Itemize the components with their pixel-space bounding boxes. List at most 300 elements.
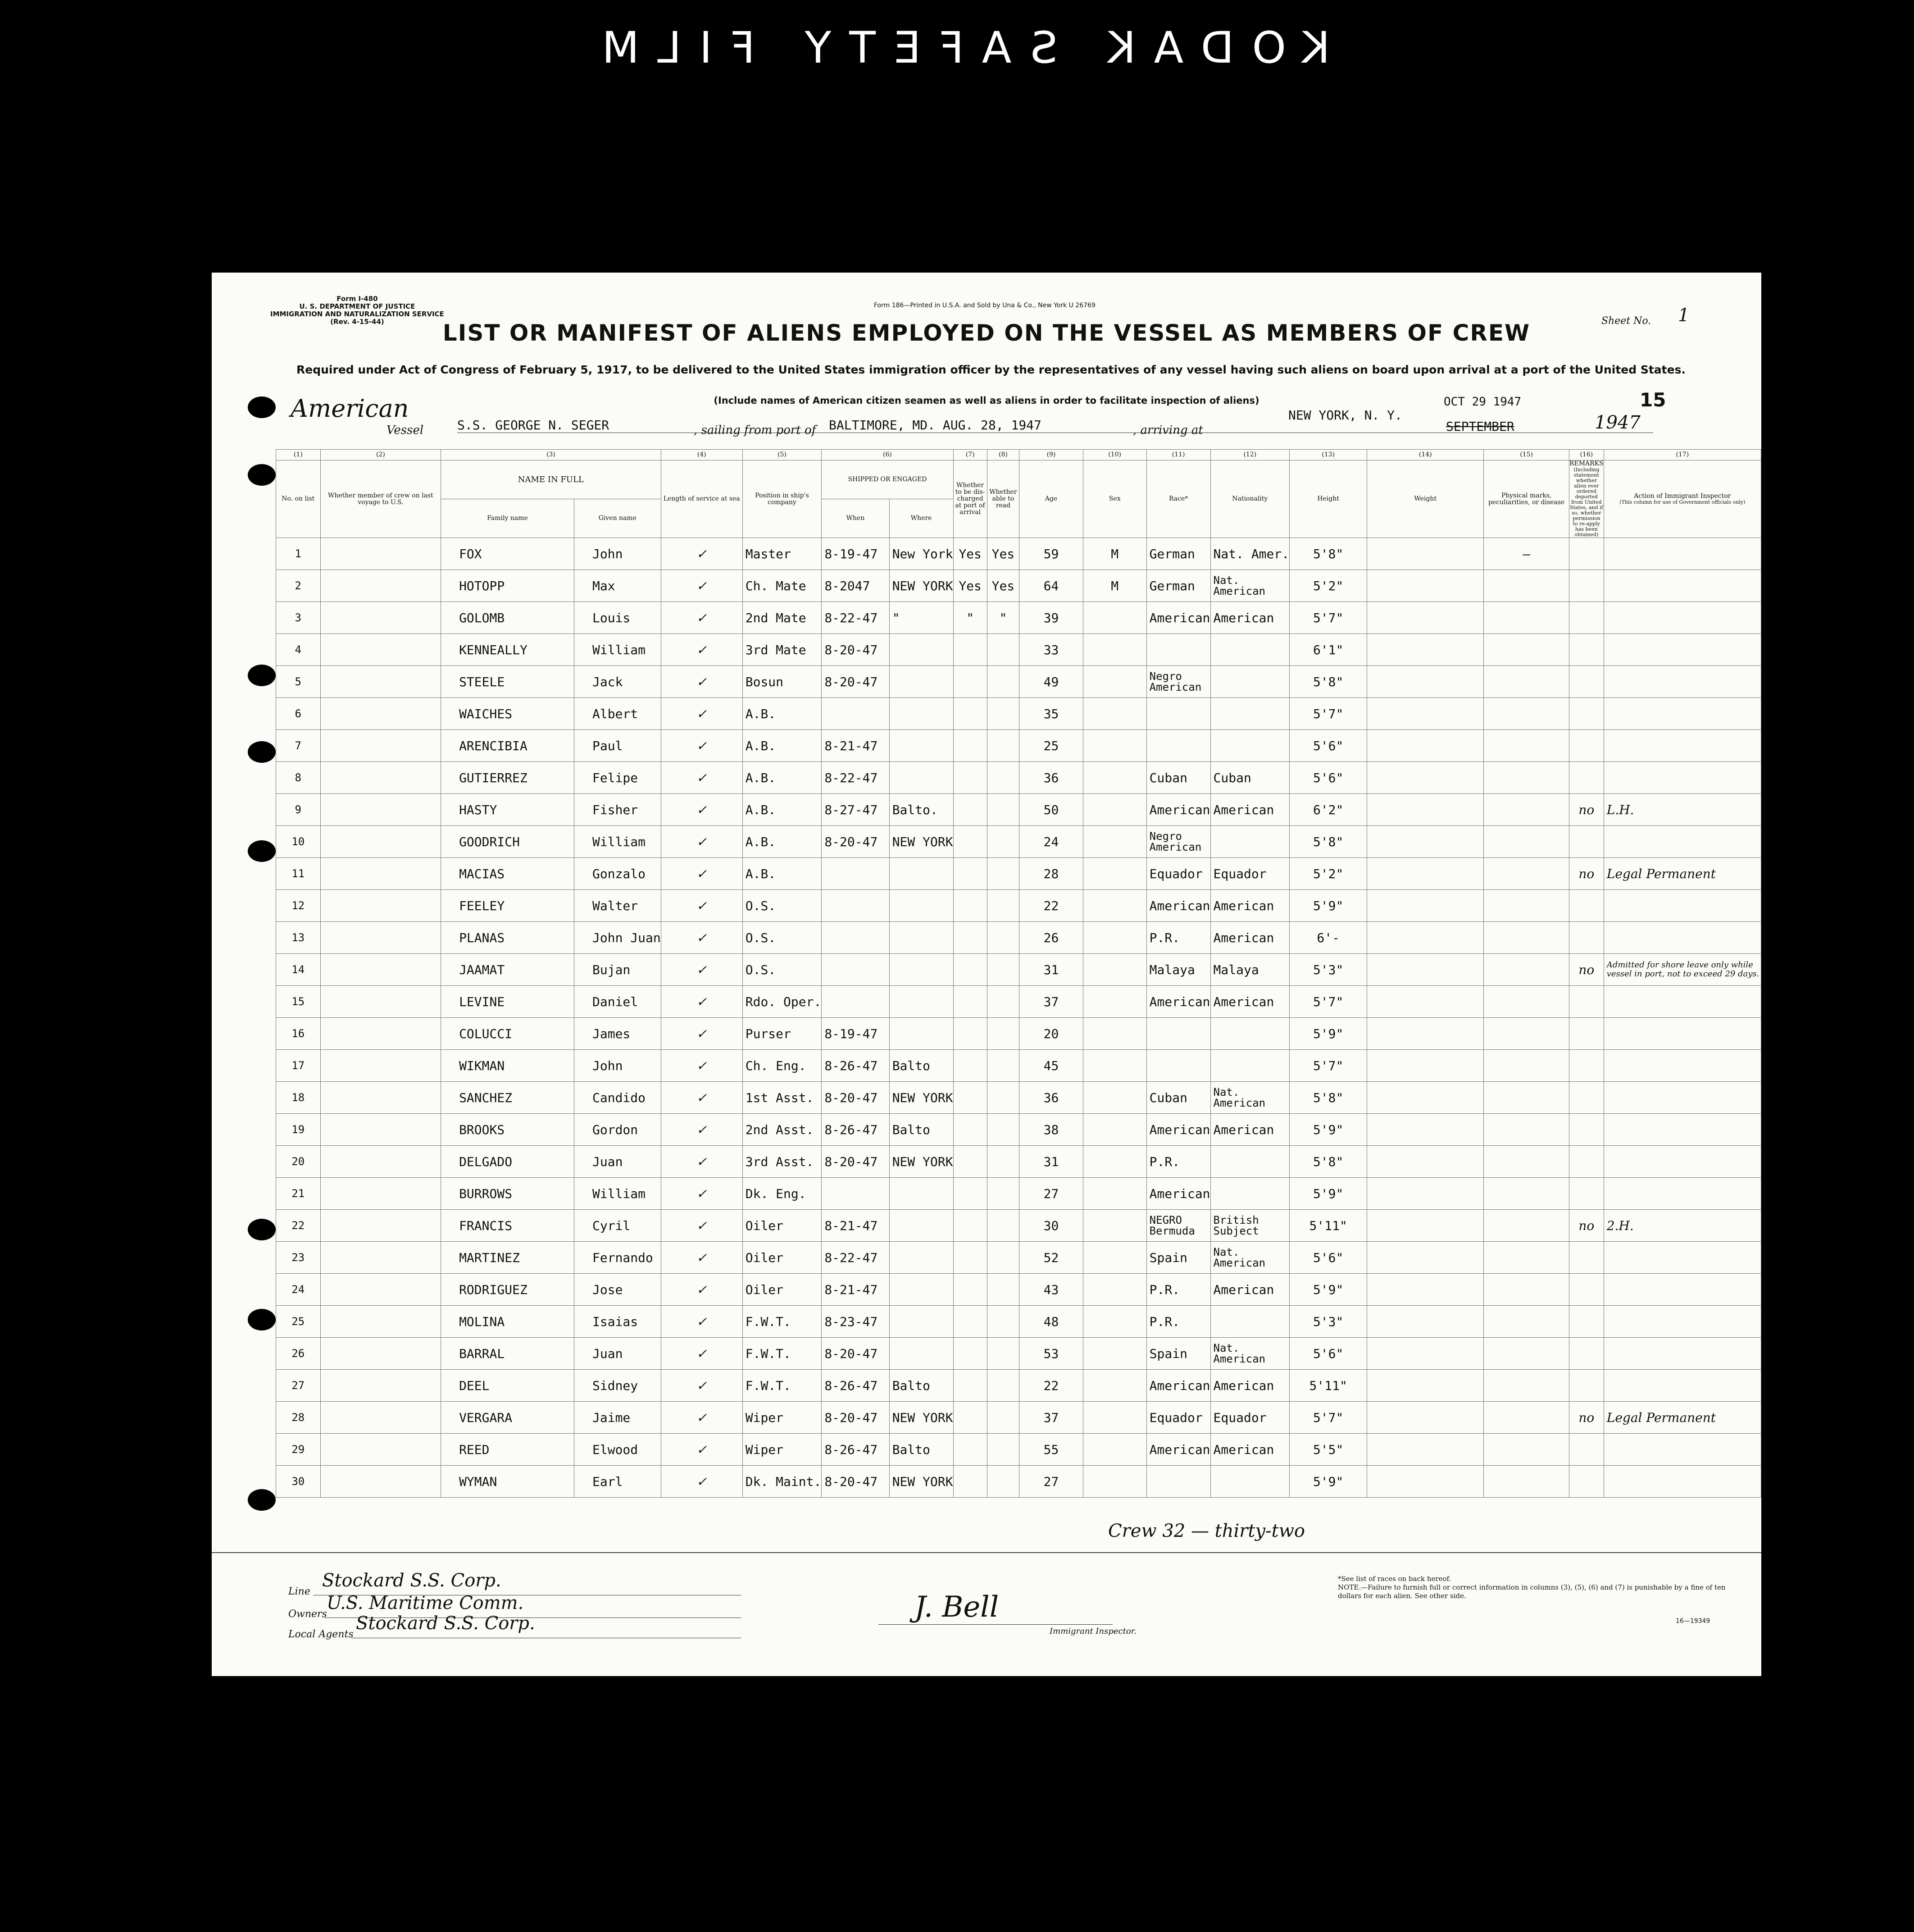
previous-voyage-cell [320, 1434, 441, 1466]
able-to-read: Yes [987, 538, 1019, 570]
col-number: (9) [1019, 450, 1083, 460]
previous-voyage-cell [320, 890, 441, 922]
able-to-read [987, 1210, 1019, 1242]
height: 5'11" [1290, 1370, 1367, 1402]
nationality [1210, 666, 1290, 698]
arriving-label: , arriving at [1133, 424, 1203, 437]
row-number: 5 [276, 666, 320, 698]
agents-value: Stockard S.S. Corp. [356, 1613, 535, 1634]
inspector-action [1604, 634, 1761, 666]
sex [1083, 1114, 1146, 1146]
weight-cell [1367, 762, 1484, 794]
shipped-when: 8-19-47 [822, 1018, 889, 1050]
form-code: 16—19349 [1676, 1618, 1710, 1625]
given-name: Juan [574, 1338, 661, 1370]
given-name: Juan [574, 1146, 661, 1178]
shipped-when [822, 922, 889, 954]
shipped-when [822, 954, 889, 986]
header-given-name: Given name [574, 499, 661, 538]
nationality [1210, 1146, 1290, 1178]
discharged [953, 1306, 987, 1338]
agents-label: Local Agents [288, 1629, 354, 1640]
family-name: BARRAL [441, 1338, 574, 1370]
physical-marks [1484, 762, 1569, 794]
discharged [953, 1370, 987, 1402]
sex [1083, 1146, 1146, 1178]
previous-voyage-cell [320, 1274, 441, 1306]
able-to-read [987, 1274, 1019, 1306]
owners-value: U.S. Maritime Comm. [327, 1593, 524, 1613]
height: 5'6" [1290, 1242, 1367, 1274]
age: 27 [1019, 1466, 1083, 1498]
race: Negro American [1146, 666, 1210, 698]
given-name: Elwood [574, 1434, 661, 1466]
position: Dk. Eng. [742, 1178, 822, 1210]
discharged [953, 1242, 987, 1274]
table-row [216, 1082, 1761, 1114]
able-to-read [987, 1114, 1019, 1146]
physical-marks [1484, 1178, 1569, 1210]
race: American [1146, 1434, 1210, 1466]
row-margin [216, 666, 276, 698]
discharged [953, 1274, 987, 1306]
footer-notes [1338, 1575, 1743, 1600]
shipped-where: NEW YORK [889, 1146, 953, 1178]
service-check: ✓ [661, 602, 742, 634]
row-margin [216, 634, 276, 666]
previous-voyage-cell [320, 1370, 441, 1402]
given-name: Daniel [574, 986, 661, 1018]
row-number: 28 [276, 1402, 320, 1434]
family-name: COLUCCI [441, 1018, 574, 1050]
nationality: Equador [1210, 858, 1290, 890]
family-name: WIKMAN [441, 1050, 574, 1082]
service-check: ✓ [661, 1274, 742, 1306]
service-name: IMMIGRATION AND NATURALIZATION SERVICE [270, 310, 444, 318]
position: Wiper [742, 1402, 822, 1434]
previous-voyage-cell [320, 954, 441, 986]
sheet-number-label: Sheet No. [1601, 315, 1651, 327]
position: F.W.T. [742, 1306, 822, 1338]
given-name: William [574, 1178, 661, 1210]
row-margin [216, 1402, 276, 1434]
age: 22 [1019, 1370, 1083, 1402]
inspector-action: 2.H. [1604, 1210, 1761, 1242]
shipped-where: Balto [889, 1050, 953, 1082]
previous-voyage-cell [320, 826, 441, 858]
height: 5'2" [1290, 570, 1367, 602]
family-name: FRANCIS [441, 1210, 574, 1242]
age: 64 [1019, 570, 1083, 602]
age: 22 [1019, 890, 1083, 922]
service-check: ✓ [661, 794, 742, 826]
nationality [1210, 634, 1290, 666]
crew-table-body [216, 538, 1761, 1498]
row-number: 24 [276, 1274, 320, 1306]
service-check: ✓ [661, 1178, 742, 1210]
age: 59 [1019, 538, 1083, 570]
remarks: no [1569, 1402, 1604, 1434]
sex [1083, 762, 1146, 794]
weight-cell [1367, 602, 1484, 634]
row-margin [216, 986, 276, 1018]
physical-marks [1484, 794, 1569, 826]
shipped-where: Balto. [889, 794, 953, 826]
table-row [216, 986, 1761, 1018]
inspector-action [1604, 538, 1761, 570]
service-check: ✓ [661, 1466, 742, 1498]
physical-marks [1484, 922, 1569, 954]
remarks [1569, 922, 1604, 954]
col-number: (7) [953, 450, 987, 460]
nationality [1210, 1018, 1290, 1050]
shipped-when [822, 986, 889, 1018]
previous-voyage-cell [320, 858, 441, 890]
inspector-action [1604, 1018, 1761, 1050]
height: 5'8" [1290, 1146, 1367, 1178]
height: 5'7" [1290, 1402, 1367, 1434]
shipped-when: 8-21-47 [822, 1210, 889, 1242]
row-number: 22 [276, 1210, 320, 1242]
weight-cell [1367, 1178, 1484, 1210]
remarks [1569, 666, 1604, 698]
position: 1st Asst. [742, 1082, 822, 1114]
discharged [953, 1210, 987, 1242]
shipped-when: 8-22-47 [822, 602, 889, 634]
physical-marks [1484, 1050, 1569, 1082]
family-name: DELGADO [441, 1146, 574, 1178]
weight-cell [1367, 1242, 1484, 1274]
row-margin [216, 794, 276, 826]
table-row [216, 602, 1761, 634]
race: American [1146, 890, 1210, 922]
given-name: Jack [574, 666, 661, 698]
sex [1083, 954, 1146, 986]
row-margin [216, 890, 276, 922]
header-length-service: Length of service at sea [661, 460, 742, 538]
physical-marks [1484, 1146, 1569, 1178]
nationality: Cuban [1210, 762, 1290, 794]
physical-marks [1484, 826, 1569, 858]
family-name: GOLOMB [441, 602, 574, 634]
height: 6'1" [1290, 634, 1367, 666]
physical-marks: — [1484, 538, 1569, 570]
shipped-when [822, 698, 889, 730]
service-check: ✓ [661, 1306, 742, 1338]
position: Bosun [742, 666, 822, 698]
given-name: Louis [574, 602, 661, 634]
given-name: Sidney [574, 1370, 661, 1402]
family-name: GOODRICH [441, 826, 574, 858]
able-to-read [987, 1402, 1019, 1434]
age: 31 [1019, 954, 1083, 986]
given-name: Gordon [574, 1114, 661, 1146]
sex [1083, 1018, 1146, 1050]
row-margin [216, 1178, 276, 1210]
family-name: STEELE [441, 666, 574, 698]
remarks: no [1569, 794, 1604, 826]
inspector-action [1604, 1370, 1761, 1402]
discharged [953, 826, 987, 858]
discharged [953, 634, 987, 666]
physical-marks [1484, 730, 1569, 762]
position: O.S. [742, 890, 822, 922]
table-row [216, 1306, 1761, 1338]
row-number: 26 [276, 1338, 320, 1370]
service-check: ✓ [661, 1434, 742, 1466]
previous-voyage-cell [320, 1050, 441, 1082]
footer-note-races: *See list of races on back hereof. [1338, 1575, 1451, 1583]
service-check: ✓ [661, 890, 742, 922]
nationality: American [1210, 890, 1290, 922]
discharged [953, 1050, 987, 1082]
discharged [953, 666, 987, 698]
nationality: British Subject [1210, 1210, 1290, 1242]
inspector-action: Legal Permanent [1604, 1402, 1761, 1434]
table-row [216, 1434, 1761, 1466]
position: A.B. [742, 698, 822, 730]
weight-cell [1367, 890, 1484, 922]
table-row [216, 1402, 1761, 1434]
age: 35 [1019, 698, 1083, 730]
weight-cell [1367, 986, 1484, 1018]
able-to-read [987, 1082, 1019, 1114]
sex [1083, 1082, 1146, 1114]
discharged: Yes [953, 538, 987, 570]
inspector-action [1604, 1146, 1761, 1178]
department-name: U. S. DEPARTMENT OF JUSTICE [299, 302, 415, 310]
previous-voyage-cell [320, 1242, 441, 1274]
inspector-action [1604, 1306, 1761, 1338]
given-name: Jaime [574, 1402, 661, 1434]
service-check: ✓ [661, 1370, 742, 1402]
race: P.R. [1146, 1306, 1210, 1338]
family-name: REED [441, 1434, 574, 1466]
row-number: 13 [276, 922, 320, 954]
age: 26 [1019, 922, 1083, 954]
weight-cell [1367, 1050, 1484, 1082]
weight-cell [1367, 794, 1484, 826]
race [1146, 1018, 1210, 1050]
height: 5'8" [1290, 826, 1367, 858]
family-name: SANCHEZ [441, 1082, 574, 1114]
given-name: Paul [574, 730, 661, 762]
race [1146, 730, 1210, 762]
given-name: Candido [574, 1082, 661, 1114]
discharged [953, 1466, 987, 1498]
weight-cell [1367, 954, 1484, 986]
race [1146, 1466, 1210, 1498]
shipped-when [822, 858, 889, 890]
printer-line: Form 186—Printed in U.S.A. and Sold by Una & Co., New York U 26769 [874, 302, 1096, 309]
able-to-read [987, 794, 1019, 826]
remarks [1569, 1434, 1604, 1466]
position: A.B. [742, 826, 822, 858]
row-margin [216, 538, 276, 570]
position: Oiler [742, 1242, 822, 1274]
row-number: 19 [276, 1114, 320, 1146]
shipped-when: 8-21-47 [822, 730, 889, 762]
table-row [216, 1178, 1761, 1210]
header-read: Whether able to read [987, 460, 1019, 538]
shipped-when: 8-26-47 [822, 1370, 889, 1402]
height: 5'11" [1290, 1210, 1367, 1242]
sex [1083, 858, 1146, 890]
crew-summary: Crew 32 — thirty-two [1108, 1521, 1305, 1541]
sex [1083, 1274, 1146, 1306]
col-number: (4) [661, 450, 742, 460]
header-no-on-list: No. on list [276, 460, 320, 538]
row-margin [216, 1114, 276, 1146]
race: P.R. [1146, 1146, 1210, 1178]
sex [1083, 890, 1146, 922]
given-name: Fernando [574, 1242, 661, 1274]
family-name: BROOKS [441, 1114, 574, 1146]
given-name: James [574, 1018, 661, 1050]
previous-voyage-cell [320, 538, 441, 570]
discharged [953, 1434, 987, 1466]
row-number: 14 [276, 954, 320, 986]
service-check: ✓ [661, 954, 742, 986]
nationality: American [1210, 794, 1290, 826]
age: 53 [1019, 1338, 1083, 1370]
weight-cell [1367, 1466, 1484, 1498]
previous-voyage-cell [320, 1114, 441, 1146]
family-name: HASTY [441, 794, 574, 826]
shipped-where [889, 858, 953, 890]
height: 5'8" [1290, 1082, 1367, 1114]
height: 5'7" [1290, 986, 1367, 1018]
shipped-when: 8-20-47 [822, 1082, 889, 1114]
shipped-where [889, 1338, 953, 1370]
shipped-where [889, 986, 953, 1018]
table-row [216, 1050, 1761, 1082]
header-height: Height [1290, 460, 1367, 538]
table-row [216, 538, 1761, 570]
family-name: PLANAS [441, 922, 574, 954]
service-check: ✓ [661, 634, 742, 666]
height: 5'9" [1290, 1178, 1367, 1210]
service-check: ✓ [661, 1050, 742, 1082]
race: Cuban [1146, 762, 1210, 794]
row-number: 12 [276, 890, 320, 922]
age: 37 [1019, 986, 1083, 1018]
nationality [1210, 1306, 1290, 1338]
family-name: BURROWS [441, 1178, 574, 1210]
weight-cell [1367, 634, 1484, 666]
col-number: (11) [1146, 450, 1210, 460]
weight-cell [1367, 1274, 1484, 1306]
shipped-when: 8-23-47 [822, 1306, 889, 1338]
col-number: (1) [276, 450, 320, 460]
shipped-where: NEW YORK [889, 1082, 953, 1114]
action-title: Action of Immigrant Inspector [1634, 492, 1731, 500]
service-check: ✓ [661, 1018, 742, 1050]
able-to-read [987, 826, 1019, 858]
discharged [953, 794, 987, 826]
able-to-read [987, 1466, 1019, 1498]
weight-cell [1367, 1306, 1484, 1338]
race: German [1146, 538, 1210, 570]
inspector-action [1604, 1178, 1761, 1210]
shipped-where [889, 762, 953, 794]
service-check: ✓ [661, 666, 742, 698]
sex [1083, 1178, 1146, 1210]
height: 5'7" [1290, 1050, 1367, 1082]
header-sex: Sex [1083, 460, 1146, 538]
position: A.B. [742, 858, 822, 890]
height: 5'5" [1290, 1434, 1367, 1466]
remarks [1569, 890, 1604, 922]
revision-date: (Rev. 4-15-44) [330, 318, 384, 326]
shipped-where [889, 1210, 953, 1242]
race: P.R. [1146, 1274, 1210, 1306]
previous-voyage-cell [320, 986, 441, 1018]
inspector-action [1604, 1114, 1761, 1146]
discharged [953, 730, 987, 762]
table-row [216, 634, 1761, 666]
col-number: (2) [320, 450, 441, 460]
nationality: American [1210, 986, 1290, 1018]
able-to-read [987, 890, 1019, 922]
sailing-label: , sailing from port of [694, 424, 816, 437]
shipped-where [889, 698, 953, 730]
age: 36 [1019, 762, 1083, 794]
physical-marks [1484, 1434, 1569, 1466]
able-to-read [987, 1306, 1019, 1338]
given-name: Albert [574, 698, 661, 730]
race: P.R. [1146, 922, 1210, 954]
height: 5'7" [1290, 602, 1367, 634]
age: 48 [1019, 1306, 1083, 1338]
col-number: (10) [1083, 450, 1146, 460]
sex [1083, 986, 1146, 1018]
row-margin [216, 1370, 276, 1402]
race: American [1146, 1370, 1210, 1402]
shipped-where: NEW YORK [889, 1402, 953, 1434]
previous-voyage-cell [320, 602, 441, 634]
manifest-sheet [212, 273, 1761, 1676]
inspector-action [1604, 1338, 1761, 1370]
inspector-action [1604, 1050, 1761, 1082]
service-check: ✓ [661, 1402, 742, 1434]
row-margin [216, 570, 276, 602]
sex: M [1083, 570, 1146, 602]
shipped-where: NEW YORK [889, 826, 953, 858]
shipped-where [889, 1306, 953, 1338]
sex [1083, 1370, 1146, 1402]
given-name: Gonzalo [574, 858, 661, 890]
table-row [216, 1146, 1761, 1178]
shipped-when: 8-26-47 [822, 1050, 889, 1082]
remarks [1569, 1146, 1604, 1178]
weight-cell [1367, 1114, 1484, 1146]
remarks [1569, 1018, 1604, 1050]
previous-voyage-cell [320, 730, 441, 762]
remarks [1569, 538, 1604, 570]
table-row [216, 1210, 1761, 1242]
row-margin [216, 1274, 276, 1306]
shipped-where [889, 922, 953, 954]
row-margin [216, 1338, 276, 1370]
race: Malaya [1146, 954, 1210, 986]
inspector-action [1604, 1274, 1761, 1306]
weight-cell [1367, 922, 1484, 954]
physical-marks [1484, 1082, 1569, 1114]
inspector-action: Admitted for shore leave only while vessel in port, not to exceed 29 days. [1604, 954, 1761, 986]
age: 38 [1019, 1114, 1083, 1146]
remarks [1569, 698, 1604, 730]
